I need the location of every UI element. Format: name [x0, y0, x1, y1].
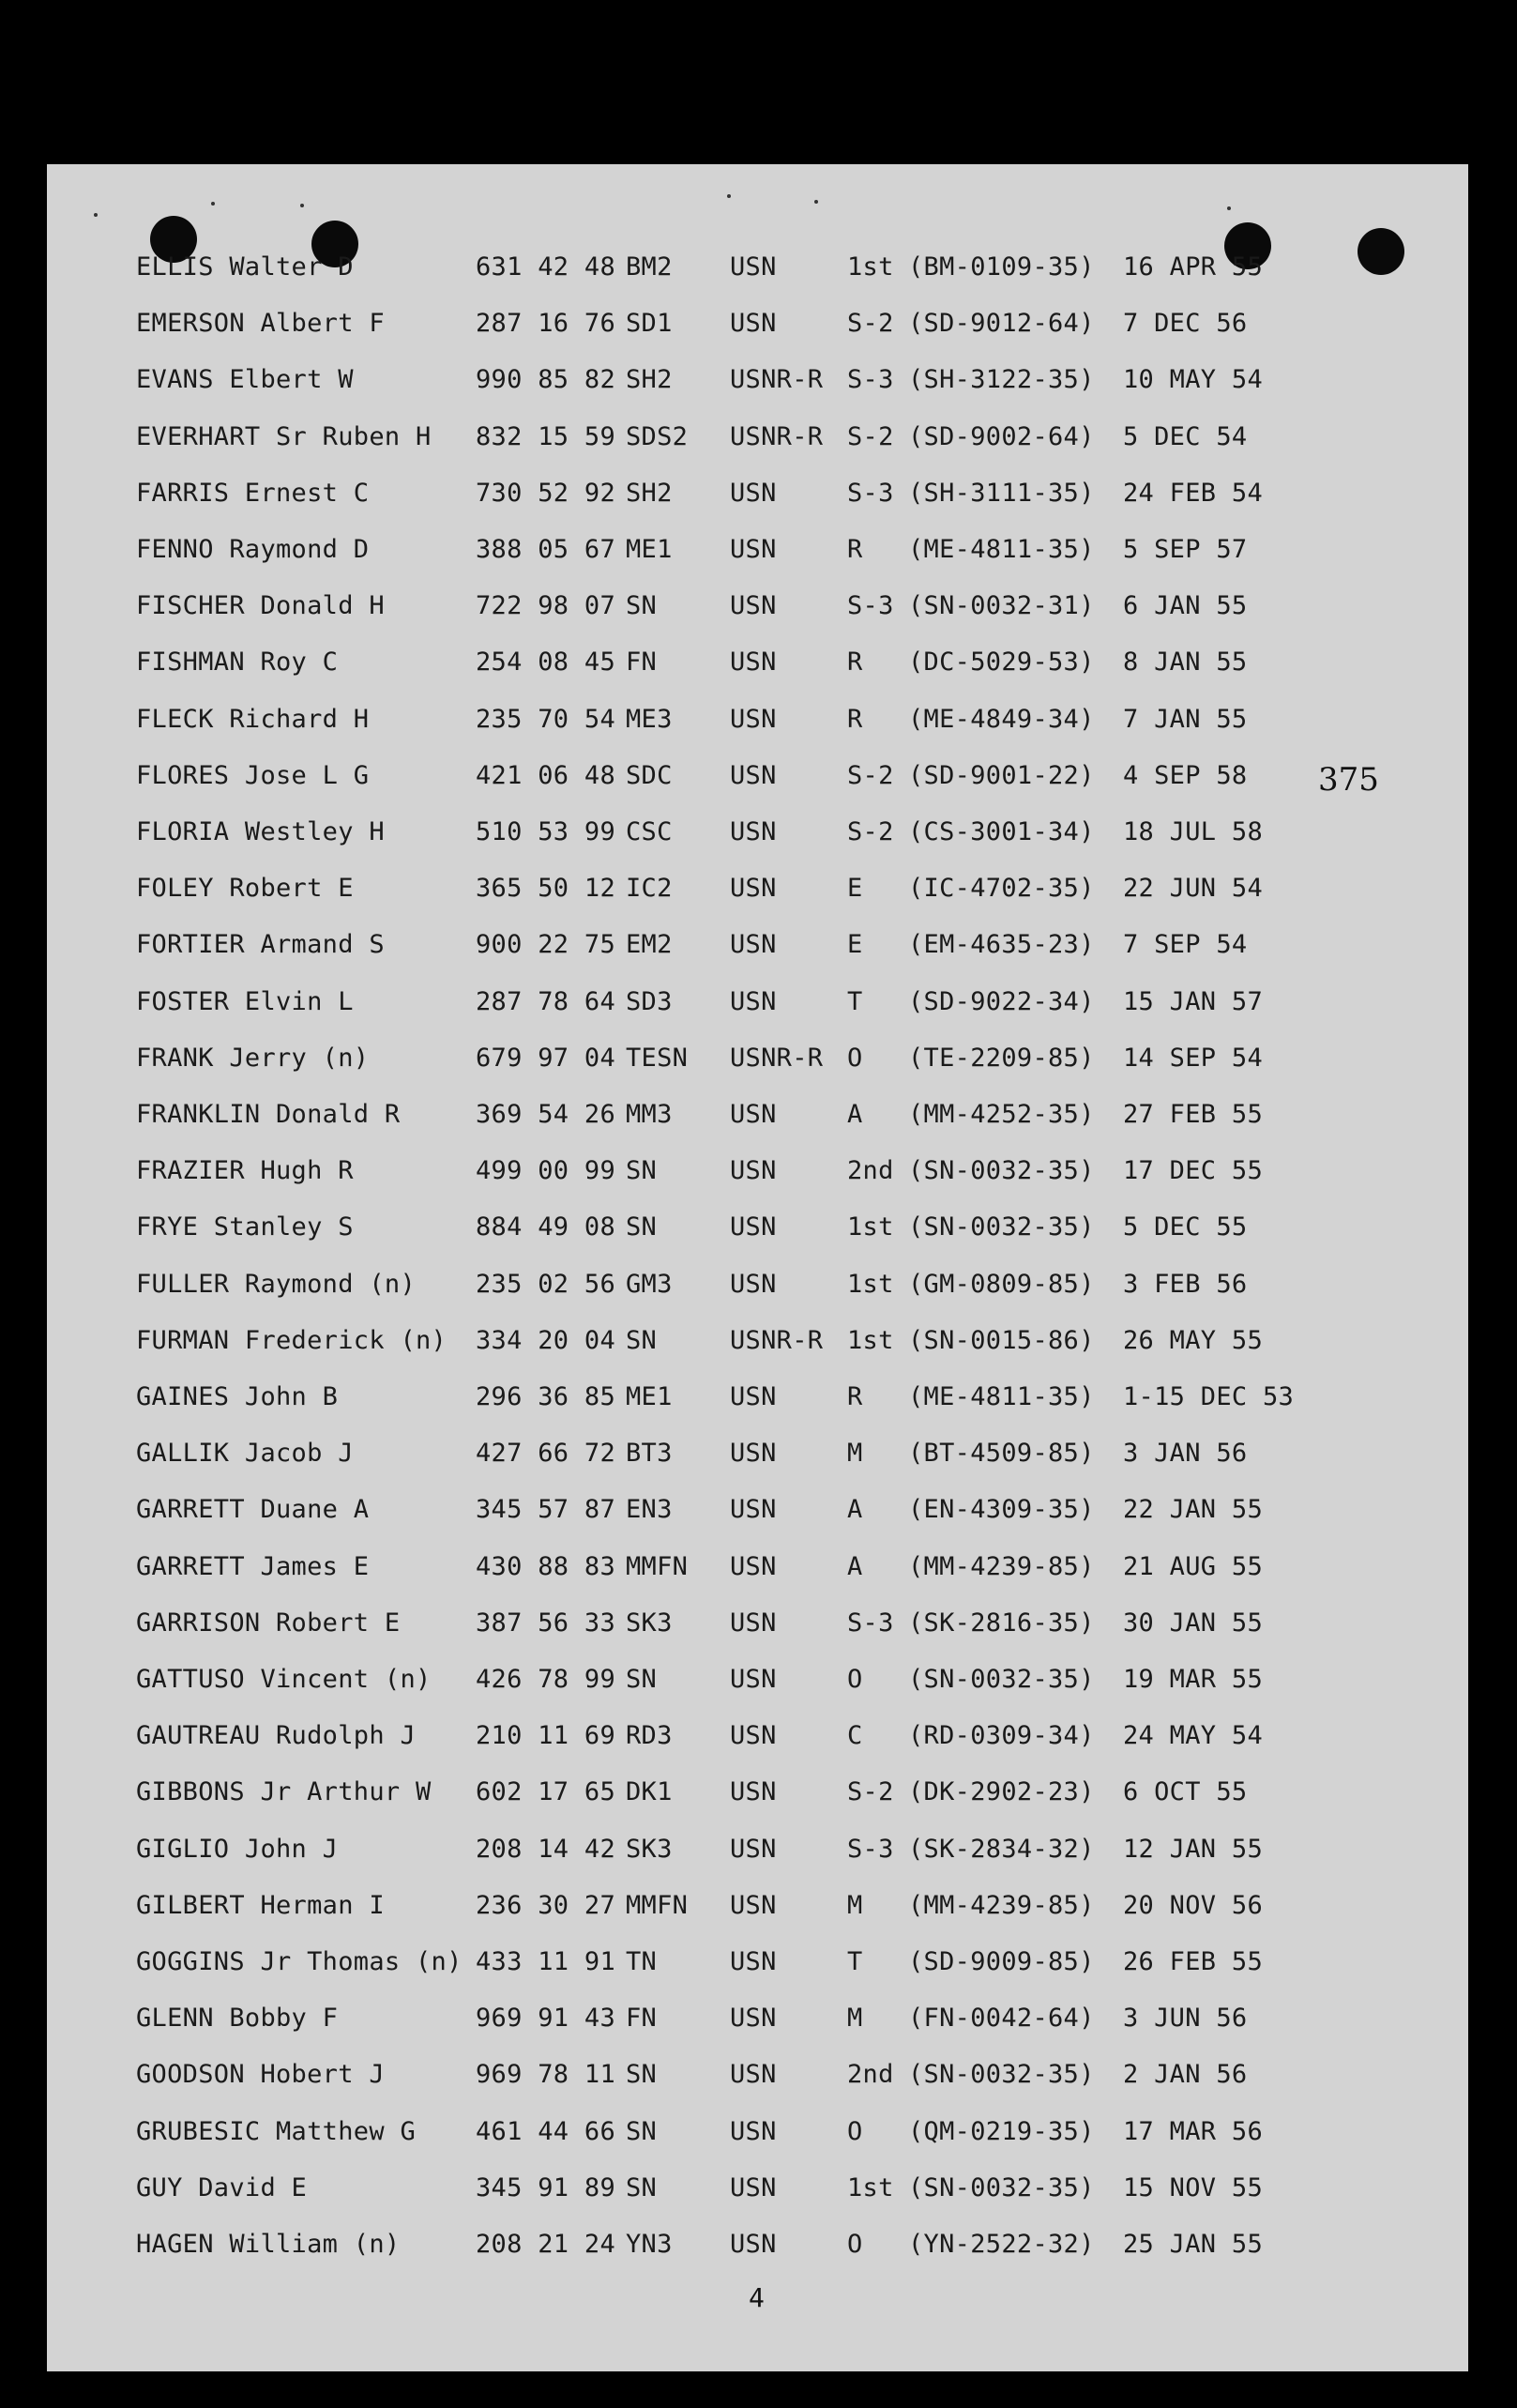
service-number: 730 52 92: [476, 478, 615, 508]
branch: USN: [730, 2172, 777, 2202]
rate: EM2: [626, 930, 673, 960]
rate: EN3: [626, 1495, 673, 1525]
record-name: GLENN Bobby F: [136, 2004, 339, 2034]
rate: SN: [626, 2116, 658, 2146]
code: (SN-0032-35): [908, 1665, 1095, 1694]
date: 7 SEP 54: [1123, 930, 1248, 960]
record-name: GAUTREAU Rudolph J: [136, 1721, 416, 1751]
record-row: [47, 249, 1468, 286]
class: O: [847, 2230, 863, 2259]
rate: SD1: [626, 309, 673, 339]
record-name: GIGLIO John J: [136, 1834, 339, 1864]
date: 5 DEC 55: [1123, 1212, 1248, 1242]
record-row: [47, 1943, 1468, 1981]
branch: USN: [730, 760, 777, 790]
code: (DK-2902-23): [908, 1777, 1095, 1807]
branch: USN: [730, 704, 777, 734]
code: (SN-0015-86): [908, 1325, 1095, 1355]
branch: USN: [730, 2004, 777, 2034]
rate: SN: [626, 2060, 658, 2090]
rate: SH2: [626, 365, 673, 395]
rate: SDC: [626, 760, 673, 790]
code: (MM-4239-85): [908, 1890, 1095, 1920]
rate: SD3: [626, 986, 673, 1016]
date: 16 APR 55: [1123, 252, 1263, 282]
code: (SN-0032-35): [908, 2060, 1095, 2090]
rate: RD3: [626, 1721, 673, 1751]
code: (YN-2522-32): [908, 2230, 1095, 2259]
branch: USN: [730, 986, 777, 1016]
record-row: [47, 1209, 1468, 1246]
branch: USN: [730, 2116, 777, 2146]
record-name: HAGEN William (n): [136, 2230, 401, 2259]
service-number: 387 56 33: [476, 1608, 615, 1638]
class: S-3: [847, 478, 894, 508]
date: 26 FEB 55: [1123, 1947, 1263, 1976]
class: R: [847, 648, 863, 678]
date: 30 JAN 55: [1123, 1608, 1263, 1638]
rate: SN: [626, 1156, 658, 1186]
code: (FN-0042-64): [908, 2004, 1095, 2034]
service-number: 236 30 27: [476, 1890, 615, 1920]
class: S-3: [847, 591, 894, 621]
rate: MM3: [626, 1100, 673, 1129]
code: (MM-4252-35): [908, 1100, 1095, 1129]
branch: USN: [730, 478, 777, 508]
class: O: [847, 1043, 863, 1073]
service-number: 208 14 42: [476, 1834, 615, 1864]
class: R: [847, 1382, 863, 1411]
record-name: EVANS Elbert W: [136, 365, 354, 395]
service-number: 631 42 48: [476, 252, 615, 282]
code: (SD-9009-85): [908, 1947, 1095, 1976]
date: 21 AUG 55: [1123, 1551, 1263, 1581]
code: (SK-2816-35): [908, 1608, 1095, 1638]
service-number: 254 08 45: [476, 648, 615, 678]
code: (EN-4309-35): [908, 1495, 1095, 1525]
branch: USN: [730, 535, 777, 564]
branch: USN: [730, 252, 777, 282]
record-name: GILBERT Herman I: [136, 1890, 385, 1920]
branch: USN: [730, 591, 777, 621]
record-row: [47, 1774, 1468, 1811]
code: (SD-9012-64): [908, 309, 1095, 339]
code: (SD-9022-34): [908, 986, 1095, 1016]
rate: SN: [626, 1212, 658, 1242]
record-row: [47, 1040, 1468, 1077]
record-row: [47, 419, 1468, 456]
class: S-2: [847, 760, 894, 790]
service-number: 722 98 07: [476, 591, 615, 621]
branch: USN: [730, 874, 777, 904]
code: (SH-3122-35): [908, 365, 1095, 395]
record-name: FISHMAN Roy C: [136, 648, 339, 678]
class: M: [847, 1890, 863, 1920]
branch: USN: [730, 2060, 777, 2090]
class: 2nd: [847, 2060, 894, 2090]
record-name: EVERHART Sr Ruben H: [136, 421, 432, 451]
class: R: [847, 535, 863, 564]
rate: DK1: [626, 1777, 673, 1807]
branch: USN: [730, 1665, 777, 1694]
date: 22 JUN 54: [1123, 874, 1263, 904]
service-number: 679 97 04: [476, 1043, 615, 1073]
record-name: GRUBESIC Matthew G: [136, 2116, 416, 2146]
service-number: 430 88 83: [476, 1551, 615, 1581]
class: T: [847, 986, 863, 1016]
service-number: 287 16 76: [476, 309, 615, 339]
date: 7 DEC 56: [1123, 309, 1248, 339]
date: 22 JAN 55: [1123, 1495, 1263, 1525]
record-row: [47, 587, 1468, 625]
code: (ME-4849-34): [908, 704, 1095, 734]
date: 17 MAR 56: [1123, 2116, 1263, 2146]
record-row: [47, 644, 1468, 681]
class: 1st: [847, 1325, 894, 1355]
record-row: [47, 2170, 1468, 2207]
code: (DC-5029-53): [908, 648, 1095, 678]
record-row: [47, 1379, 1468, 1416]
record-name: FRYE Stanley S: [136, 1212, 354, 1242]
code: (BT-4509-85): [908, 1439, 1095, 1469]
service-number: 499 00 99: [476, 1156, 615, 1186]
record-name: GIBBONS Jr Arthur W: [136, 1777, 432, 1807]
record-name: GARRETT James E: [136, 1551, 370, 1581]
code: (CS-3001-34): [908, 817, 1095, 846]
branch: USN: [730, 1777, 777, 1807]
record-row: [47, 361, 1468, 399]
record-name: FOSTER Elvin L: [136, 986, 354, 1016]
speck: [814, 200, 818, 204]
rate: FN: [626, 648, 658, 678]
record-row: [47, 701, 1468, 739]
rate: BM2: [626, 252, 673, 282]
date: 27 FEB 55: [1123, 1100, 1263, 1129]
rate: ME3: [626, 704, 673, 734]
service-number: 235 02 56: [476, 1269, 615, 1299]
code: (EM-4635-23): [908, 930, 1095, 960]
code: (SN-0032-31): [908, 591, 1095, 621]
record-name: FENNO Raymond D: [136, 535, 370, 564]
date: 14 SEP 54: [1123, 1043, 1263, 1073]
rate: FN: [626, 2004, 658, 2034]
class: 1st: [847, 2172, 894, 2202]
rate: SDS2: [626, 421, 689, 451]
branch: USNR-R: [730, 421, 824, 451]
date: 5 SEP 57: [1123, 535, 1248, 564]
code: (SN-0032-35): [908, 1212, 1095, 1242]
record-name: FRAZIER Hugh R: [136, 1156, 354, 1186]
date: 25 JAN 55: [1123, 2230, 1263, 2259]
date: 2 JAN 56: [1123, 2060, 1248, 2090]
code: (BM-0109-35): [908, 252, 1095, 282]
class: S-2: [847, 309, 894, 339]
branch: USN: [730, 309, 777, 339]
record-name: GOODSON Hobert J: [136, 2060, 385, 2090]
record-name: FRANKLIN Donald R: [136, 1100, 401, 1129]
branch: USN: [730, 930, 777, 960]
branch: USN: [730, 648, 777, 678]
record-name: GALLIK Jacob J: [136, 1439, 354, 1469]
date: 3 FEB 56: [1123, 1269, 1248, 1299]
branch: USN: [730, 1721, 777, 1751]
rate: SN: [626, 2172, 658, 2202]
record-row: [47, 305, 1468, 343]
branch: USN: [730, 1947, 777, 1976]
record-row: [47, 531, 1468, 569]
class: A: [847, 1551, 863, 1581]
speck: [727, 194, 731, 198]
class: E: [847, 930, 863, 960]
record-name: FULLER Raymond (n): [136, 1269, 416, 1299]
date: 1-15 DEC 53: [1123, 1382, 1295, 1411]
code: (ME-4811-35): [908, 535, 1095, 564]
service-number: 334 20 04: [476, 1325, 615, 1355]
date: 10 MAY 54: [1123, 365, 1263, 395]
class: M: [847, 1439, 863, 1469]
branch: USN: [730, 1100, 777, 1129]
date: 24 MAY 54: [1123, 1721, 1263, 1751]
record-name: FLORES Jose L G: [136, 760, 370, 790]
rate: SH2: [626, 478, 673, 508]
class: E: [847, 874, 863, 904]
record-name: GARRETT Duane A: [136, 1495, 370, 1525]
code: (SN-0032-35): [908, 2172, 1095, 2202]
service-number: 365 50 12: [476, 874, 615, 904]
record-name: GOGGINS Jr Thomas (n): [136, 1947, 463, 1976]
rate: SK3: [626, 1834, 673, 1864]
rate: CSC: [626, 817, 673, 846]
rate: TN: [626, 1947, 658, 1976]
record-row: [47, 1435, 1468, 1472]
service-number: 208 21 24: [476, 2230, 615, 2259]
record-row: [47, 814, 1468, 851]
class: S-2: [847, 1777, 894, 1807]
class: 1st: [847, 1269, 894, 1299]
branch: USN: [730, 1834, 777, 1864]
document-page: [47, 164, 1468, 2371]
service-number: 433 11 91: [476, 1947, 615, 1976]
record-name: GARRISON Robert E: [136, 1608, 401, 1638]
code: (SH-3111-35): [908, 478, 1095, 508]
record-row: [47, 983, 1468, 1021]
service-number: 369 54 26: [476, 1100, 615, 1129]
record-name: FORTIER Armand S: [136, 930, 385, 960]
record-name: GATTUSO Vincent (n): [136, 1665, 432, 1694]
branch: USN: [730, 817, 777, 846]
class: M: [847, 2004, 863, 2034]
rate: MMFN: [626, 1551, 689, 1581]
record-name: FURMAN Frederick (n): [136, 1325, 448, 1355]
rate: ME1: [626, 535, 673, 564]
rate: MMFN: [626, 1890, 689, 1920]
code: (ME-4811-35): [908, 1382, 1095, 1411]
branch: USN: [730, 1495, 777, 1525]
branch: USN: [730, 1439, 777, 1469]
record-row: [47, 1096, 1468, 1134]
class: S-3: [847, 1608, 894, 1638]
service-number: 969 91 43: [476, 2004, 615, 2034]
date: 26 MAY 55: [1123, 1325, 1263, 1355]
branch: USNR-R: [730, 1325, 824, 1355]
branch: USN: [730, 1890, 777, 1920]
record-row: [47, 1266, 1468, 1303]
service-number: 210 11 69: [476, 1721, 615, 1751]
speck: [211, 202, 215, 206]
class: S-3: [847, 1834, 894, 1864]
class: 1st: [847, 252, 894, 282]
date: 20 NOV 56: [1123, 1890, 1263, 1920]
rate: IC2: [626, 874, 673, 904]
code: (TE-2209-85): [908, 1043, 1095, 1073]
record-row: [47, 1491, 1468, 1529]
service-number: 427 66 72: [476, 1439, 615, 1469]
date: 15 JAN 57: [1123, 986, 1263, 1016]
date: 7 JAN 55: [1123, 704, 1248, 734]
date: 18 JUL 58: [1123, 817, 1263, 846]
code: (QM-0219-35): [908, 2116, 1095, 2146]
record-name: ELLIS Walter D: [136, 252, 354, 282]
service-number: 388 05 67: [476, 535, 615, 564]
service-number: 345 57 87: [476, 1495, 615, 1525]
record-row: [47, 1152, 1468, 1190]
code: (RD-0309-34): [908, 1721, 1095, 1751]
service-number: 421 06 48: [476, 760, 615, 790]
branch: USN: [730, 1156, 777, 1186]
class: T: [847, 1947, 863, 1976]
service-number: 900 22 75: [476, 930, 615, 960]
record-name: FRANK Jerry (n): [136, 1043, 370, 1073]
rate: BT3: [626, 1439, 673, 1469]
date: 6 JAN 55: [1123, 591, 1248, 621]
service-number: 602 17 65: [476, 1777, 615, 1807]
date: 3 JUN 56: [1123, 2004, 1248, 2034]
record-row: [47, 2000, 1468, 2037]
rate: SN: [626, 1665, 658, 1694]
class: S-2: [847, 817, 894, 846]
side-number: 375: [1318, 761, 1379, 799]
rate: SN: [626, 1325, 658, 1355]
class: A: [847, 1495, 863, 1525]
class: R: [847, 704, 863, 734]
service-number: 832 15 59: [476, 421, 615, 451]
branch: USN: [730, 1382, 777, 1411]
date: 19 MAR 55: [1123, 1665, 1263, 1694]
rate: TESN: [626, 1043, 689, 1073]
record-name: FOLEY Robert E: [136, 874, 354, 904]
record-name: FLORIA Westley H: [136, 817, 385, 846]
record-row: [47, 1887, 1468, 1925]
record-row: [47, 1661, 1468, 1699]
date: 8 JAN 55: [1123, 648, 1248, 678]
code: (MM-4239-85): [908, 1551, 1095, 1581]
service-number: 287 78 64: [476, 986, 615, 1016]
record-row: [47, 475, 1468, 512]
record-row: [47, 757, 1468, 795]
service-number: 884 49 08: [476, 1212, 615, 1242]
service-number: 235 70 54: [476, 704, 615, 734]
branch: USN: [730, 1551, 777, 1581]
date: 15 NOV 55: [1123, 2172, 1263, 2202]
service-number: 969 78 11: [476, 2060, 615, 2090]
code: (GM-0809-85): [908, 1269, 1095, 1299]
code: (IC-4702-35): [908, 874, 1095, 904]
date: 3 JAN 56: [1123, 1439, 1248, 1469]
date: 5 DEC 54: [1123, 421, 1248, 451]
record-row: [47, 926, 1468, 964]
record-name: GAINES John B: [136, 1382, 339, 1411]
class: C: [847, 1721, 863, 1751]
date: 24 FEB 54: [1123, 478, 1263, 508]
code: (SN-0032-35): [908, 1156, 1095, 1186]
record-row: [47, 2056, 1468, 2094]
date: 6 OCT 55: [1123, 1777, 1248, 1807]
class: A: [847, 1100, 863, 1129]
code: (SD-9001-22): [908, 760, 1095, 790]
class: S-3: [847, 365, 894, 395]
rate: SK3: [626, 1608, 673, 1638]
service-number: 510 53 99: [476, 817, 615, 846]
branch: USNR-R: [730, 1043, 824, 1073]
record-name: FLECK Richard H: [136, 704, 370, 734]
record-name: GUY David E: [136, 2172, 308, 2202]
class: O: [847, 2116, 863, 2146]
class: S-2: [847, 421, 894, 451]
service-number: 296 36 85: [476, 1382, 615, 1411]
page-number: 4: [749, 2282, 765, 2313]
record-row: [47, 1322, 1468, 1360]
record-row: [47, 2226, 1468, 2263]
speck: [1227, 206, 1231, 210]
code: (SD-9002-64): [908, 421, 1095, 451]
rate: YN3: [626, 2230, 673, 2259]
record-name: FARRIS Ernest C: [136, 478, 370, 508]
date: 12 JAN 55: [1123, 1834, 1263, 1864]
branch: USN: [730, 1212, 777, 1242]
record-row: [47, 1717, 1468, 1755]
branch: USNR-R: [730, 365, 824, 395]
service-number: 426 78 99: [476, 1665, 615, 1694]
branch: USN: [730, 1608, 777, 1638]
rate: GM3: [626, 1269, 673, 1299]
branch: USN: [730, 1269, 777, 1299]
rate: ME1: [626, 1382, 673, 1411]
class: 2nd: [847, 1156, 894, 1186]
date: 17 DEC 55: [1123, 1156, 1263, 1186]
code: (SK-2834-32): [908, 1834, 1095, 1864]
class: 1st: [847, 1212, 894, 1242]
branch: USN: [730, 2230, 777, 2259]
speck: [94, 213, 98, 217]
date: 4 SEP 58: [1123, 760, 1248, 790]
record-name: FISCHER Donald H: [136, 591, 385, 621]
rate: SN: [626, 591, 658, 621]
record-name: EMERSON Albert F: [136, 309, 385, 339]
service-number: 461 44 66: [476, 2116, 615, 2146]
record-row: [47, 1548, 1468, 1586]
record-row: [47, 1605, 1468, 1642]
speck: [300, 204, 304, 207]
service-number: 990 85 82: [476, 365, 615, 395]
record-row: [47, 870, 1468, 907]
record-row: [47, 1831, 1468, 1868]
record-row: [47, 2113, 1468, 2151]
class: O: [847, 1665, 863, 1694]
service-number: 345 91 89: [476, 2172, 615, 2202]
